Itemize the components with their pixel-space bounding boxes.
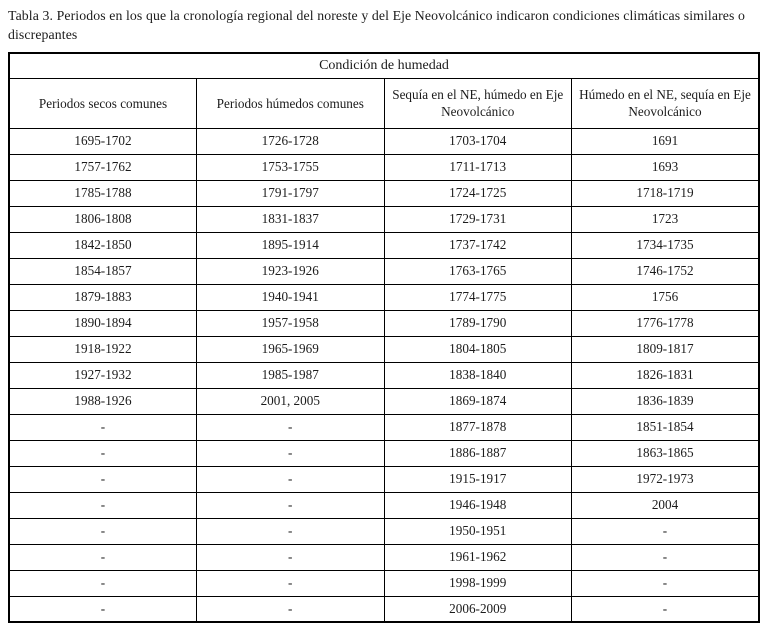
table-cell: 1806-1808 <box>9 206 197 232</box>
table-cell: - <box>197 518 385 544</box>
table-cell: - <box>9 596 197 622</box>
table-cell: 1746-1752 <box>572 258 760 284</box>
table-cell: 1915-1917 <box>384 466 572 492</box>
table-cell: 1774-1775 <box>384 284 572 310</box>
table-cell: 1756 <box>572 284 760 310</box>
table-cell: 1763-1765 <box>384 258 572 284</box>
table-cell: 1826-1831 <box>572 362 760 388</box>
table-cell: - <box>9 414 197 440</box>
column-header-humedo-ne: Húmedo en el NE, sequía en Eje Neovolcánico <box>572 78 760 128</box>
table-row <box>9 154 759 180</box>
table-cell: - <box>572 596 760 622</box>
table-header-row <box>9 78 759 128</box>
table-cell: 1918-1922 <box>9 336 197 362</box>
table-cell: - <box>197 544 385 570</box>
table-cell: 1836-1839 <box>572 388 760 414</box>
table-cell: - <box>197 492 385 518</box>
table-cell: 1785-1788 <box>9 180 197 206</box>
table-cell: 1776-1778 <box>572 310 760 336</box>
table-title: Tabla 3. Periodos en los que la cronología regional del noreste y del Eje Neovolcánico indicaron condiciones climáticas similares o discrepantes <box>8 8 746 42</box>
table-cell: 1791-1797 <box>197 180 385 206</box>
table-cell: 1895-1914 <box>197 232 385 258</box>
table-row <box>9 596 759 622</box>
table-cell: 1863-1865 <box>572 440 760 466</box>
column-header-periodos-humedos: Periodos húmedos comunes <box>197 78 385 128</box>
table-cell: - <box>9 518 197 544</box>
table-cell: 1831-1837 <box>197 206 385 232</box>
table-cell: 1724-1725 <box>384 180 572 206</box>
table-cell: 1842-1850 <box>9 232 197 258</box>
table-cell: 1890-1894 <box>9 310 197 336</box>
table-cell: 1985-1987 <box>197 362 385 388</box>
table-cell: 1809-1817 <box>572 336 760 362</box>
table-cell: - <box>197 466 385 492</box>
table-cell: 1753-1755 <box>197 154 385 180</box>
table-cell: 1789-1790 <box>384 310 572 336</box>
table-caption-row <box>9 53 759 78</box>
table-row <box>9 232 759 258</box>
table-cell: - <box>9 440 197 466</box>
table-cell: 1723 <box>572 206 760 232</box>
table-cell: 1695-1702 <box>9 128 197 154</box>
column-header-sequia-ne: Sequía en el NE, húmedo en Eje Neovolcánico <box>384 78 572 128</box>
table-row <box>9 440 759 466</box>
table-row <box>9 544 759 570</box>
table-head <box>9 53 759 128</box>
table-cell: - <box>197 440 385 466</box>
table-cell: 1879-1883 <box>9 284 197 310</box>
table-cell: 1940-1941 <box>197 284 385 310</box>
table-cell: 1927-1932 <box>9 362 197 388</box>
table-cell: - <box>572 544 760 570</box>
table-cell: - <box>572 570 760 596</box>
table-cell: 2004 <box>572 492 760 518</box>
table-row <box>9 518 759 544</box>
table-cell: 1726-1728 <box>197 128 385 154</box>
table-cell: 1734-1735 <box>572 232 760 258</box>
table-cell: 1923-1926 <box>197 258 385 284</box>
humidity-condition-table <box>8 52 760 623</box>
table-cell: - <box>197 570 385 596</box>
table-row <box>9 414 759 440</box>
table-caption: Condición de humedad <box>9 53 759 78</box>
table-row <box>9 180 759 206</box>
table-cell: - <box>9 544 197 570</box>
table-row <box>9 128 759 154</box>
table-cell: 1757-1762 <box>9 154 197 180</box>
table-cell: 1957-1958 <box>197 310 385 336</box>
table-cell: 1946-1948 <box>384 492 572 518</box>
table-cell: 1703-1704 <box>384 128 572 154</box>
table-cell: 1877-1878 <box>384 414 572 440</box>
table-cell: - <box>9 492 197 518</box>
table-cell: 1729-1731 <box>384 206 572 232</box>
table-row <box>9 258 759 284</box>
table-cell: 1950-1951 <box>384 518 572 544</box>
table-cell: - <box>9 570 197 596</box>
table-row <box>9 336 759 362</box>
table-cell: 1965-1969 <box>197 336 385 362</box>
table-row <box>9 310 759 336</box>
table-row <box>9 206 759 232</box>
table-cell: 1693 <box>572 154 760 180</box>
table-row <box>9 492 759 518</box>
table-cell: 1961-1962 <box>384 544 572 570</box>
column-header-periodos-secos: Periodos secos comunes <box>9 78 197 128</box>
table-cell: - <box>197 596 385 622</box>
table-cell: 1711-1713 <box>384 154 572 180</box>
table-row <box>9 466 759 492</box>
table-cell: 1737-1742 <box>384 232 572 258</box>
table-row <box>9 388 759 414</box>
table-cell: 1886-1887 <box>384 440 572 466</box>
table-cell: 1854-1857 <box>9 258 197 284</box>
table-cell: 2006-2009 <box>384 596 572 622</box>
table-cell: - <box>572 518 760 544</box>
table-cell: 1972-1973 <box>572 466 760 492</box>
table-row <box>9 362 759 388</box>
table-body <box>9 128 759 622</box>
table-row <box>9 284 759 310</box>
table-cell: 1998-1999 <box>384 570 572 596</box>
table-cell: 2001, 2005 <box>197 388 385 414</box>
table-cell: 1851-1854 <box>572 414 760 440</box>
table-cell: - <box>197 414 385 440</box>
table-row <box>9 570 759 596</box>
table-cell: 1804-1805 <box>384 336 572 362</box>
table-cell: 1869-1874 <box>384 388 572 414</box>
table-cell: 1838-1840 <box>384 362 572 388</box>
table-cell: 1691 <box>572 128 760 154</box>
table-cell: - <box>9 466 197 492</box>
table-cell: 1718-1719 <box>572 180 760 206</box>
table-cell: 1988-1926 <box>9 388 197 414</box>
